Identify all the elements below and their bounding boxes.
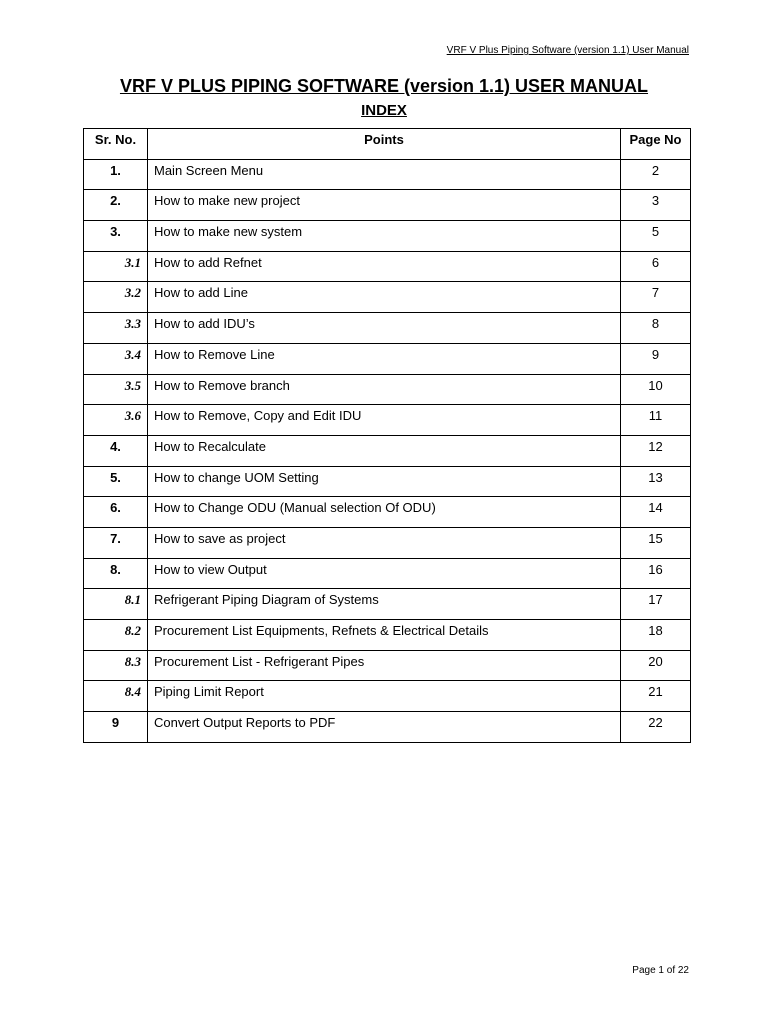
row-sr-no: 9 bbox=[84, 712, 148, 743]
row-point: How to change UOM Setting bbox=[148, 466, 621, 497]
row-sr-no: 3.1 bbox=[84, 251, 148, 282]
table-row bbox=[84, 405, 691, 436]
row-sr-no: 4. bbox=[84, 435, 148, 466]
row-page-no: 12 bbox=[621, 435, 691, 466]
row-sr-no: 3. bbox=[84, 221, 148, 252]
table-row bbox=[84, 620, 691, 651]
row-sr-no: 6. bbox=[84, 497, 148, 528]
row-point: How to save as project bbox=[148, 527, 621, 558]
row-page-no: 20 bbox=[621, 650, 691, 681]
row-sr-no: 8.1 bbox=[84, 589, 148, 620]
row-point: Refrigerant Piping Diagram of Systems bbox=[148, 589, 621, 620]
row-sr-no: 3.4 bbox=[84, 343, 148, 374]
row-page-no: 5 bbox=[621, 221, 691, 252]
document-title: VRF V PLUS PIPING SOFTWARE (version 1.1) USER MANUAL bbox=[119, 76, 649, 96]
table-row bbox=[84, 681, 691, 712]
row-sr-no: 8.2 bbox=[84, 620, 148, 651]
row-point: How to add Line bbox=[148, 282, 621, 313]
table-header-row bbox=[84, 129, 691, 160]
row-sr-no: 3.2 bbox=[84, 282, 148, 313]
table-row bbox=[84, 497, 691, 528]
table-row bbox=[84, 159, 691, 190]
row-point: How to make new system bbox=[148, 221, 621, 252]
row-point: How to Change ODU (Manual selection Of ODU) bbox=[148, 497, 621, 528]
page-number: Page 1 of 22 bbox=[632, 965, 689, 976]
table-row bbox=[84, 466, 691, 497]
row-page-no: 2 bbox=[621, 159, 691, 190]
table-row bbox=[84, 374, 691, 405]
table-row bbox=[84, 190, 691, 221]
row-page-no: 21 bbox=[621, 681, 691, 712]
row-page-no: 11 bbox=[621, 405, 691, 436]
row-sr-no: 8.3 bbox=[84, 650, 148, 681]
row-point: How to make new project bbox=[148, 190, 621, 221]
row-point: Main Screen Menu bbox=[148, 159, 621, 190]
row-page-no: 14 bbox=[621, 497, 691, 528]
table-row bbox=[84, 712, 691, 743]
row-page-no: 13 bbox=[621, 466, 691, 497]
table-row bbox=[84, 221, 691, 252]
row-page-no: 9 bbox=[621, 343, 691, 374]
column-header-sr-no: Sr. No. bbox=[84, 129, 148, 160]
table-row bbox=[84, 282, 691, 313]
row-sr-no: 3.6 bbox=[84, 405, 148, 436]
row-point: How to Recalculate bbox=[148, 435, 621, 466]
row-sr-no: 8.4 bbox=[84, 681, 148, 712]
table-row bbox=[84, 343, 691, 374]
row-point: How to add IDU’s bbox=[148, 313, 621, 344]
table-row bbox=[84, 435, 691, 466]
table-row bbox=[84, 589, 691, 620]
index-table bbox=[83, 128, 691, 743]
table-row bbox=[84, 251, 691, 282]
index-table-body bbox=[84, 159, 691, 742]
row-page-no: 3 bbox=[621, 190, 691, 221]
row-page-no: 7 bbox=[621, 282, 691, 313]
row-point: How to Remove, Copy and Edit IDU bbox=[148, 405, 621, 436]
row-point: Procurement List - Refrigerant Pipes bbox=[148, 650, 621, 681]
row-sr-no: 1. bbox=[84, 159, 148, 190]
row-page-no: 10 bbox=[621, 374, 691, 405]
column-header-page-no: Page No bbox=[621, 129, 691, 160]
row-page-no: 22 bbox=[621, 712, 691, 743]
row-page-no: 6 bbox=[621, 251, 691, 282]
row-sr-no: 2. bbox=[84, 190, 148, 221]
table-row bbox=[84, 558, 691, 589]
row-sr-no: 8. bbox=[84, 558, 148, 589]
row-point: Procurement List Equipments, Refnets & Electrical Details bbox=[148, 620, 621, 651]
table-row bbox=[84, 650, 691, 681]
row-page-no: 18 bbox=[621, 620, 691, 651]
row-page-no: 15 bbox=[621, 527, 691, 558]
row-point: How to add Refnet bbox=[148, 251, 621, 282]
row-sr-no: 3.3 bbox=[84, 313, 148, 344]
row-page-no: 8 bbox=[621, 313, 691, 344]
row-point: How to view Output bbox=[148, 558, 621, 589]
row-page-no: 16 bbox=[621, 558, 691, 589]
index-heading: INDEX bbox=[361, 102, 407, 119]
row-sr-no: 3.5 bbox=[84, 374, 148, 405]
row-point: How to Remove Line bbox=[148, 343, 621, 374]
row-sr-no: 5. bbox=[84, 466, 148, 497]
row-point: Piping Limit Report bbox=[148, 681, 621, 712]
row-point: Convert Output Reports to PDF bbox=[148, 712, 621, 743]
row-point: How to Remove branch bbox=[148, 374, 621, 405]
table-row bbox=[84, 313, 691, 344]
column-header-points: Points bbox=[148, 129, 621, 160]
row-page-no: 17 bbox=[621, 589, 691, 620]
row-sr-no: 7. bbox=[84, 527, 148, 558]
table-row bbox=[84, 527, 691, 558]
running-header: VRF V Plus Piping Software (version 1.1) User Manual bbox=[446, 45, 689, 56]
